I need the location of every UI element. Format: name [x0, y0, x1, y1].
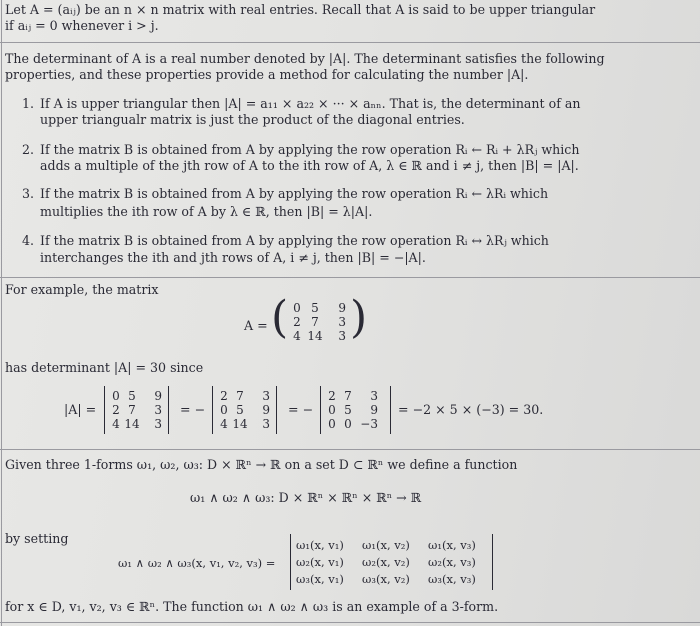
- matrix-cell: 5: [311, 301, 319, 315]
- equals-neg-2: = −: [288, 402, 314, 417]
- matrix-cell: 0: [112, 389, 120, 403]
- matrix-cell: 3: [338, 329, 346, 343]
- matrix-cell: 2: [293, 315, 301, 329]
- property-text: If the matrix B is obtained from A by applying the row operation Rᵢ ← λRᵢ which: [40, 186, 549, 201]
- matrix-cell: ω₂(x, v₂): [362, 555, 410, 569]
- property-number: 4.: [22, 233, 35, 248]
- example-divider: [0, 277, 700, 278]
- header-line-1: Let A = (aᵢⱼ) be an n × n matrix with real entries. Recall that A is said to be upper triangular: [5, 2, 596, 17]
- matrix-cell: 7: [344, 389, 352, 403]
- matrix-cell: 7: [236, 389, 244, 403]
- matrix-cell: 14: [124, 417, 140, 431]
- matrix-cell: ω₃(x, v₃): [428, 572, 476, 586]
- matrix-cell: 9: [370, 403, 378, 417]
- matrix-cell: 7: [311, 315, 319, 329]
- matrix-cell: 14: [232, 417, 248, 431]
- property-text: adds a multiple of the jth row of A to the ith row of A, λ ∈ ℝ and i ≠ j, then |B| = |A|.: [40, 158, 579, 173]
- matrix-row: [324, 403, 378, 417]
- det-bar-left: [320, 386, 321, 434]
- wedge-lhs: ω₁ ∧ ω₂ ∧ ω₃(x, v₁, v₂, v₃) =: [118, 556, 276, 570]
- det-bar-right: [390, 386, 391, 434]
- forms-line-2: ω₁ ∧ ω₂ ∧ ω₃: D × ℝⁿ × ℝⁿ × ℝⁿ → ℝ: [190, 490, 422, 505]
- matrix-cell: ω₁(x, v₃): [428, 538, 476, 552]
- equals-neg-1: = −: [180, 402, 206, 417]
- matrix-row: [108, 403, 162, 417]
- example-intro: For example, the matrix: [5, 282, 159, 297]
- property-text: multiplies the ith row of A by λ ∈ ℝ, then |B| = λ|A|.: [40, 204, 373, 219]
- matrix-cell: 0: [328, 417, 336, 431]
- matrix-cell: 3: [262, 389, 270, 403]
- det-bar-left: [104, 386, 105, 434]
- left-paren: (: [271, 292, 289, 343]
- det-bar-left: [290, 534, 291, 590]
- by-setting: by setting: [5, 531, 69, 546]
- matrix-row: [288, 315, 346, 329]
- matrix-cell: 2: [112, 403, 120, 417]
- header-line-2: if aᵢⱼ = 0 whenever i > j.: [5, 18, 159, 33]
- matrix-cell: ω₃(x, v₁): [296, 572, 344, 586]
- property-text: If the matrix B is obtained from A by applying the row operation Rᵢ ← Rᵢ + λRⱼ which: [40, 142, 580, 157]
- forms-divider: [0, 449, 700, 450]
- has-determinant: has determinant |A| = 30 since: [5, 360, 204, 375]
- forms-line-1: Given three 1-forms ω₁, ω₂, ω₃: D × ℝⁿ → ℝ on a set D ⊂ ℝⁿ we define a function: [5, 457, 518, 472]
- matrix-cell: 9: [262, 403, 270, 417]
- intro-line-2: properties, and these properties provide a method for calculating the number |A|.: [5, 67, 529, 82]
- det-matrix-a: [108, 389, 162, 431]
- matrix-row: [296, 571, 494, 588]
- matrix-row: [296, 537, 494, 554]
- matrix-cell: 14: [307, 329, 323, 343]
- matrix-cell: 9: [338, 301, 346, 315]
- matrix-cell: 5: [128, 389, 136, 403]
- property-text: If the matrix B is obtained from A by applying the row operation Rᵢ ↔ λRⱼ which: [40, 233, 549, 248]
- wedge-matrix: [296, 537, 494, 588]
- property-text: interchanges the ith and jth rows of A, i ≠ j, then |B| = −|A|.: [40, 250, 426, 265]
- property-text: If A is upper triangular then |A| = a₁₁ × a₂₂ × ··· × aₙₙ. That is, the determinant of an: [40, 96, 581, 111]
- matrix-cell: 0: [293, 301, 301, 315]
- matrix-cell: 0: [328, 403, 336, 417]
- matrix-cell: 5: [344, 403, 352, 417]
- right-paren: ): [350, 292, 368, 343]
- matrix-row: [216, 389, 270, 403]
- top-divider: [0, 42, 700, 43]
- matrix-cell: 3: [154, 417, 162, 431]
- matrix-cell: 5: [236, 403, 244, 417]
- bottom-divider: [0, 622, 700, 623]
- property-number: 1.: [22, 96, 35, 111]
- property-number: 3.: [22, 186, 35, 201]
- property-text: upper triangualr matrix is just the product of the diagonal entries.: [40, 112, 465, 127]
- matrix-cell: 9: [154, 389, 162, 403]
- det-result: = −2 × 5 × (−3) = 30.: [398, 402, 544, 417]
- matrix-row: [288, 301, 346, 315]
- matrix-a-label: A =: [244, 318, 268, 333]
- matrix-cell: −3: [360, 417, 378, 431]
- matrix-cell: 3: [262, 417, 270, 431]
- matrix-cell: ω₂(x, v₃): [428, 555, 476, 569]
- matrix-cell: 4: [112, 417, 120, 431]
- matrix-cell: ω₁(x, v₂): [362, 538, 410, 552]
- matrix-cell: 3: [370, 389, 378, 403]
- matrix-cell: ω₃(x, v₂): [362, 572, 410, 586]
- matrix-row: [108, 389, 162, 403]
- matrix-cell: 4: [293, 329, 301, 343]
- matrix-row: [108, 417, 162, 431]
- matrix-row: [296, 554, 494, 571]
- matrix-cell: 3: [338, 315, 346, 329]
- matrix-cell: 0: [220, 403, 228, 417]
- matrix-cell: 3: [154, 403, 162, 417]
- det-matrix-b: [216, 389, 270, 431]
- intro-line-1: The determinant of A is a real number denoted by |A|. The determinant satisfies the following: [5, 51, 605, 66]
- matrix-row: [324, 417, 378, 431]
- property-number: 2.: [22, 142, 35, 157]
- matrix-cell: 2: [220, 389, 228, 403]
- matrix-row: [288, 329, 346, 343]
- det-label: |A| =: [64, 402, 97, 417]
- det-bar-right: [492, 534, 493, 590]
- matrix-cell: 7: [128, 403, 136, 417]
- det-bar-right: [276, 386, 277, 434]
- det-bar-left: [212, 386, 213, 434]
- matrix-cell: ω₁(x, v₁): [296, 538, 344, 552]
- matrix-cell: 2: [328, 389, 336, 403]
- matrix-cell: 0: [344, 417, 352, 431]
- matrix-row: [216, 417, 270, 431]
- forms-footer: for x ∈ D, v₁, v₂, v₃ ∈ ℝⁿ. The function ω₁ ∧ ω₂ ∧ ω₃ is an example of a 3-form.: [5, 599, 499, 614]
- matrix-a: [288, 301, 346, 343]
- left-border: [1, 0, 2, 626]
- matrix-cell: ω₂(x, v₁): [296, 555, 344, 569]
- det-bar-right: [168, 386, 169, 434]
- det-matrix-c: [324, 389, 378, 431]
- matrix-row: [324, 389, 378, 403]
- matrix-cell: 4: [220, 417, 228, 431]
- matrix-row: [216, 403, 270, 417]
